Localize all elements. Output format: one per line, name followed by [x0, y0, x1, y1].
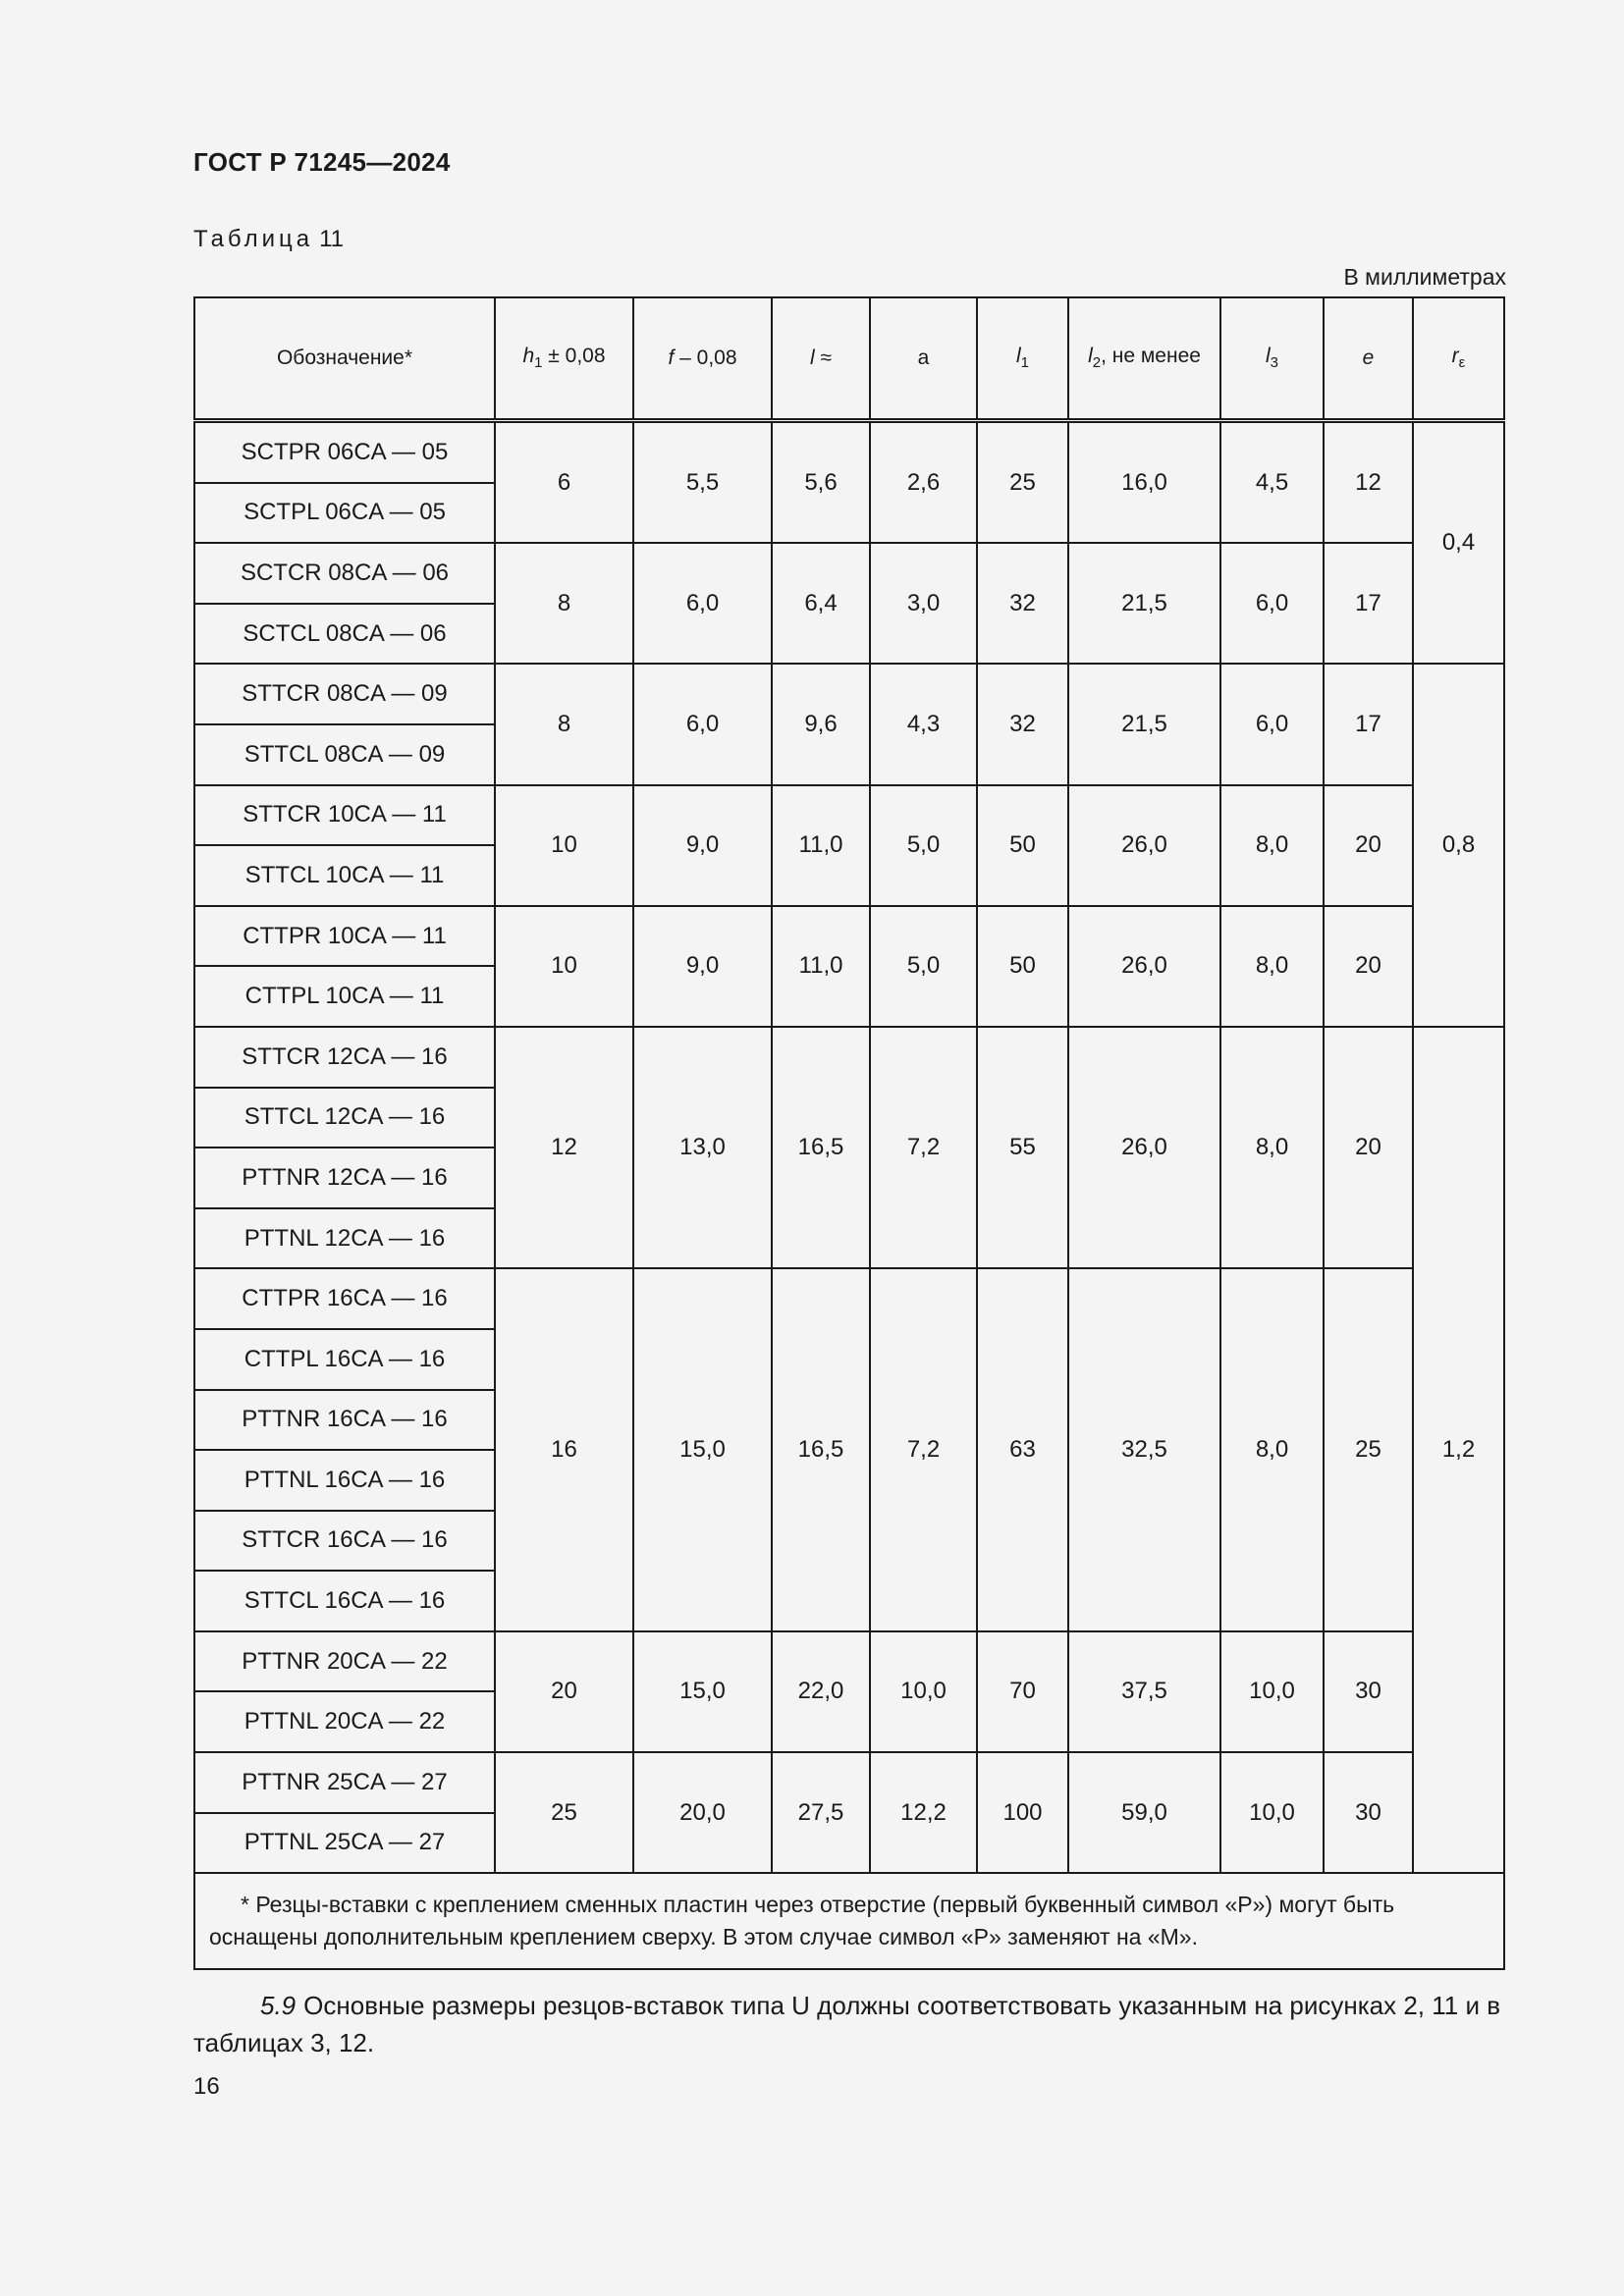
table-row [194, 906, 1504, 967]
cell-f: 9,0 [633, 785, 772, 906]
cell-l3: 10,0 [1220, 1631, 1324, 1752]
col-header-h1: $h_1 \pm 0,08$ [495, 297, 633, 421]
col-header-l2: $l_2$, не менее [1068, 297, 1220, 421]
table-row [194, 1027, 1504, 1088]
cell-f: 6,0 [633, 664, 772, 784]
cell-a: 5,0 [870, 906, 977, 1027]
cell-designation: STTCL 16CA — 16 [194, 1571, 495, 1631]
table-row [194, 421, 1504, 483]
clause-5-9 [193, 1987, 1509, 2061]
units-note: В миллиметрах [1343, 264, 1506, 290]
clause-number: 5.9 [260, 1991, 297, 2020]
cell-designation: CTTPL 16CA — 16 [194, 1329, 495, 1390]
cell-l2: 26,0 [1068, 1027, 1220, 1268]
cell-l3: 10,0 [1220, 1752, 1324, 1873]
table-footnote: * Резцы-вставки с креплением сменных пластин через отверстие (первый буквенный символ «P») могут быть оснащены дополнительным креплением сверху. В этом случае символ «P» заменяют на «M». [194, 1873, 1504, 1969]
col-header-l: l ≈ [772, 297, 870, 421]
footnote-row [194, 1873, 1504, 1969]
col-header-e: e [1324, 297, 1413, 421]
col-header-l1: $l_1$ [977, 297, 1068, 421]
cell-l1: 50 [977, 906, 1068, 1027]
col-header-l3: $l_3$ [1220, 297, 1324, 421]
cell-l: 6,4 [772, 543, 870, 664]
cell-l2: 32,5 [1068, 1268, 1220, 1631]
table-row [194, 543, 1504, 604]
cell-l3: 6,0 [1220, 543, 1324, 664]
cell-h1: 25 [495, 1752, 633, 1873]
cell-l: 16,5 [772, 1268, 870, 1631]
cell-e: 17 [1324, 664, 1413, 784]
cell-l2: 21,5 [1068, 664, 1220, 784]
cell-e: 30 [1324, 1752, 1413, 1873]
clause-text: Основные размеры резцов-вставок типа U должны соответствовать указанным на рисунках 2, 11 и в таблицах 3, 12. [193, 1991, 1501, 2057]
cell-e: 20 [1324, 785, 1413, 906]
cell-h1: 6 [495, 421, 633, 544]
cell-designation: STTCR 16CA — 16 [194, 1511, 495, 1572]
cell-l3: 8,0 [1220, 906, 1324, 1027]
cell-l2: 26,0 [1068, 785, 1220, 906]
cell-e: 30 [1324, 1631, 1413, 1752]
cell-h1: 16 [495, 1268, 633, 1631]
cell-l3: 8,0 [1220, 785, 1324, 906]
cell-e: 12 [1324, 421, 1413, 544]
cell-l3: 8,0 [1220, 1268, 1324, 1631]
cell-l1: 55 [977, 1027, 1068, 1268]
cell-designation: SCTCR 08CA — 06 [194, 543, 495, 604]
cell-e: 25 [1324, 1268, 1413, 1631]
cell-l: 11,0 [772, 906, 870, 1027]
table-row [194, 785, 1504, 846]
cell-f: 20,0 [633, 1752, 772, 1873]
cell-l2: 59,0 [1068, 1752, 1220, 1873]
cell-designation: STTCR 10CA — 11 [194, 785, 495, 846]
table-row [194, 1752, 1504, 1813]
cell-r: 1,2 [1413, 1027, 1504, 1873]
cell-l: 11,0 [772, 785, 870, 906]
col-header-r: $r_\varepsilon$ [1413, 297, 1504, 421]
cell-designation: SCTCL 08CA — 06 [194, 604, 495, 665]
cell-designation: STTCR 08CA — 09 [194, 664, 495, 724]
cell-designation: CTTPL 10CA — 11 [194, 966, 495, 1027]
cell-l: 16,5 [772, 1027, 870, 1268]
table-row [194, 664, 1504, 724]
cell-l: 9,6 [772, 664, 870, 784]
cell-l: 22,0 [772, 1631, 870, 1752]
cell-designation: SCTPL 06CA — 05 [194, 483, 495, 544]
table-body [194, 421, 1504, 1874]
cell-r: 0,4 [1413, 421, 1504, 665]
cell-l3: 8,0 [1220, 1027, 1324, 1268]
cell-l2: 26,0 [1068, 906, 1220, 1027]
cell-a: 7,2 [870, 1027, 977, 1268]
table-row [194, 1268, 1504, 1329]
cell-designation: PTTNR 25CA — 27 [194, 1752, 495, 1813]
cell-a: 10,0 [870, 1631, 977, 1752]
cell-designation: CTTPR 10CA — 11 [194, 906, 495, 967]
cell-a: 5,0 [870, 785, 977, 906]
cell-designation: STTCL 10CA — 11 [194, 845, 495, 906]
table-caption-word: Таблица [193, 226, 314, 252]
cell-f: 9,0 [633, 906, 772, 1027]
cell-l: 27,5 [772, 1752, 870, 1873]
cell-l2: 37,5 [1068, 1631, 1220, 1752]
cell-l2: 16,0 [1068, 421, 1220, 544]
col-header-f: f – 0,08 [633, 297, 772, 421]
cell-h1: 8 [495, 543, 633, 664]
cell-designation: STTCR 12CA — 16 [194, 1027, 495, 1088]
cell-a: 3,0 [870, 543, 977, 664]
cell-e: 17 [1324, 543, 1413, 664]
cell-designation: PTTNR 20CA — 22 [194, 1631, 495, 1692]
cell-l3: 6,0 [1220, 664, 1324, 784]
cell-designation: PTTNL 16CA — 16 [194, 1450, 495, 1511]
cell-e: 20 [1324, 906, 1413, 1027]
cell-designation: STTCL 08CA — 09 [194, 724, 495, 785]
cell-l1: 70 [977, 1631, 1068, 1752]
cell-h1: 12 [495, 1027, 633, 1268]
cell-a: 12,2 [870, 1752, 977, 1873]
cell-l2: 21,5 [1068, 543, 1220, 664]
cell-l1: 100 [977, 1752, 1068, 1873]
cell-l1: 50 [977, 785, 1068, 906]
col-header-a: a [870, 297, 977, 421]
cell-l: 5,6 [772, 421, 870, 544]
cell-h1: 10 [495, 785, 633, 906]
cell-designation: PTTNR 12CA — 16 [194, 1148, 495, 1208]
col-header-designation: Обозначение* [194, 297, 495, 421]
cell-f: 15,0 [633, 1268, 772, 1631]
cell-e: 20 [1324, 1027, 1413, 1268]
table-caption-number: 11 [319, 226, 345, 252]
cell-l1: 25 [977, 421, 1068, 544]
cell-designation: PTTNL 12CA — 16 [194, 1208, 495, 1269]
cell-designation: SCTPR 06CA — 05 [194, 421, 495, 483]
cell-f: 13,0 [633, 1027, 772, 1268]
cell-designation: PTTNR 16CA — 16 [194, 1390, 495, 1451]
cell-f: 6,0 [633, 543, 772, 664]
cell-designation: PTTNL 25CA — 27 [194, 1813, 495, 1874]
table-row [194, 1631, 1504, 1692]
cell-r: 0,8 [1413, 664, 1504, 1027]
cell-h1: 8 [495, 664, 633, 784]
cell-designation: STTCL 12CA — 16 [194, 1088, 495, 1148]
document-header: ГОСТ Р 71245—2024 [193, 147, 451, 177]
cell-h1: 20 [495, 1631, 633, 1752]
page-number: 16 [193, 2073, 220, 2100]
cell-a: 4,3 [870, 664, 977, 784]
cell-l1: 32 [977, 664, 1068, 784]
cell-l3: 4,5 [1220, 421, 1324, 544]
cell-a: 7,2 [870, 1268, 977, 1631]
cell-h1: 10 [495, 906, 633, 1027]
cell-a: 2,6 [870, 421, 977, 544]
cell-l1: 63 [977, 1268, 1068, 1631]
cell-designation: PTTNL 20CA — 22 [194, 1691, 495, 1752]
table-header-row [194, 297, 1504, 421]
cell-f: 5,5 [633, 421, 772, 544]
cell-designation: CTTPR 16CA — 16 [194, 1268, 495, 1329]
dimensions-table [193, 296, 1505, 1970]
cell-f: 15,0 [633, 1631, 772, 1752]
cell-l1: 32 [977, 543, 1068, 664]
table-caption [193, 226, 344, 253]
